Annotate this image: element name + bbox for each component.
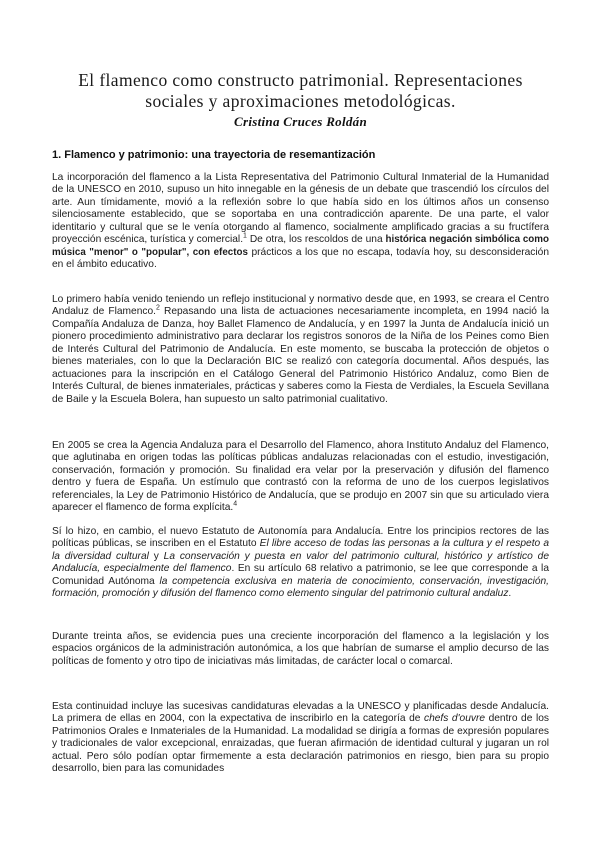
italic-run: la competencia exclusiva en materia de conocimiento, conservación, investigación, formación, promoción y difusión del flamenco como elemento singular del patrimonio cultural andaluz: [52, 575, 549, 600]
text-run: y: [148, 550, 164, 562]
footnote-ref-2[interactable]: 2: [155, 305, 160, 313]
footnote-ref-4[interactable]: 4: [233, 500, 238, 508]
text-run: Lo primero había venido teniendo un reflejo institucional y normativo desde que, en 1993, se creara el Centro Andaluz de Flamenco.: [52, 294, 549, 318]
emphasis-run: histórica negación simbólica como música "menor" o "popular", con efectos: [52, 234, 549, 258]
author-name: Cristina Cruces Roldán: [233, 114, 368, 129]
text-run: Durante treinta años, se evidencia pues una creciente incorporación del flamenco a la legislación y los espacios orgánicos de la administración autonómica, a los que habrían de sumarse el amplio decurso de las políticas de fomento y otro tipo de iniciativas más limitadas, de carácter local o comarcal.: [52, 631, 549, 667]
paragraph-6: [52, 701, 549, 776]
text-run: La incorporación del flamenco a la Lista Representativa del Patrimonio Cultural Inmaterial de la Humanidad de la UNESCO en 2010, supuso un hito innegable en la génesis de un debate que trascendió los círculos del arte. Aun tímidamente, movió a la reflexión sobre lo que había sido en los últimos años un consenso silenciosamente establecido, que se soportaba en una contradicción aparente. De una parte, el valor identitario y cultural que se le venía otorgando al flamenco, socialmente amplificado gracias a su fructífera proyección escénica, turística y comercial.: [52, 172, 549, 246]
title-line-1: El flamenco como constructo patrimonial. Representaciones: [78, 70, 523, 90]
text-run: Sí lo hizo, en cambio, el nuevo Estatuto de Autonomía para Andalucía. Entre los principios rectores de las políticas públicas, se inscriben en el Estatuto: [52, 526, 549, 550]
text-run: De otra, los rescoldos de una: [246, 234, 386, 246]
text-run: En 2005 se crea la Agencia Andaluza para el Desarrollo del Flamenco, ahora Instituto Andaluz del Flamenco, que aglutinaba en origen todas las políticas públicas andaluzas relacionadas con el estudio, investigación, conservación, formación y promoción. Su finalidad era velar por la preservación y difusión del flamenco dentro y fuera de España. Un estímulo que contrastó con la reforma de uno de los cuerpos legislativos referenciales, la Ley de Patrimonio Histórico de Andalucía, que se produjo en 2007 sin que su articulado viera aparecer el flamenco de forma explícita.: [52, 440, 549, 514]
paragraph-3: [52, 440, 549, 515]
paragraph-2: [52, 294, 549, 406]
text-run: dentro de los Patrimonios Orales e Inmateriales de la Humanidad. La modalidad se dirigía a formas de expresión populares y tradicionales de valor excepcional, enraizadas, que fueran afirmación de identidad cultural y jugaran un rol actual. Pero sólo podían optar firmemente a esta declaración patrimonios en riesgo, bien para su propio desarrollo, bien para las comunidades: [52, 713, 549, 775]
italic-run: El libre acceso de todas las personas a la cultura y el respeto a la diversidad cultural: [52, 538, 549, 562]
paragraph-4: [52, 526, 549, 601]
paper-title: [40, 70, 561, 112]
title-line-2: sociales y aproximaciones metodológicas.: [145, 91, 456, 111]
italic-run: chefs d'ouvre: [423, 713, 486, 725]
text-run: . En su artículo 68 relativo a patrimonio, se lee que corresponde a la Comunidad Autónoma: [52, 563, 549, 587]
text-run: prácticos a los que no escapa, todavía hoy, su desconsideración en el ámbito educativo.: [52, 246, 549, 271]
text-run: Repasando una lista de actuaciones necesariamente incompleta, en 1994 nació la Compañía Andaluza de Danza, hoy Ballet Flamenco de Andalucía, y en 1997 la Junta de Andalucía inició un pionero procedimiento administrativo para declarar los registros sonoros de la Niña de los Peines como Bien de Interés Cultural del Patrimonio de Andalucía. En este momento, se buscaba la protección de objetos o bienes materiales, con lo que la Declaración BIC se realizó con categoría documental. Años después, las actuaciones para la inscripción en el Catálogo General del Patrimonio Histórico Andaluz, como Bien de Interés Cultural, de bienes inmateriales, prácticas y saberes como la Fiesta de Verdiales, la Escuela Sevillana de Baile y la Escuela Bolera, han supuesto un salto patrimonial cualitativo.: [52, 306, 549, 405]
footnote-ref-1[interactable]: 1: [243, 232, 247, 240]
text-run: .: [508, 588, 512, 600]
italic-run: La conservación y puesta en valor del patrimonio cultural, histórico y artístico de Andalucía, especialmente del flamenco: [52, 550, 549, 575]
paragraph-5: [52, 631, 549, 668]
section-heading: 1. Flamenco y patrimonio: una trayectoria de resemantización: [52, 149, 376, 161]
text-run: Esta continuidad incluye las sucesivas candidaturas elevadas a la UNESCO y planificadas desde Andalucía. La primera de ellas en 2004, con la expectativa de inscribirlo en la categoría de: [52, 701, 549, 725]
paragraph-1: [52, 172, 549, 272]
